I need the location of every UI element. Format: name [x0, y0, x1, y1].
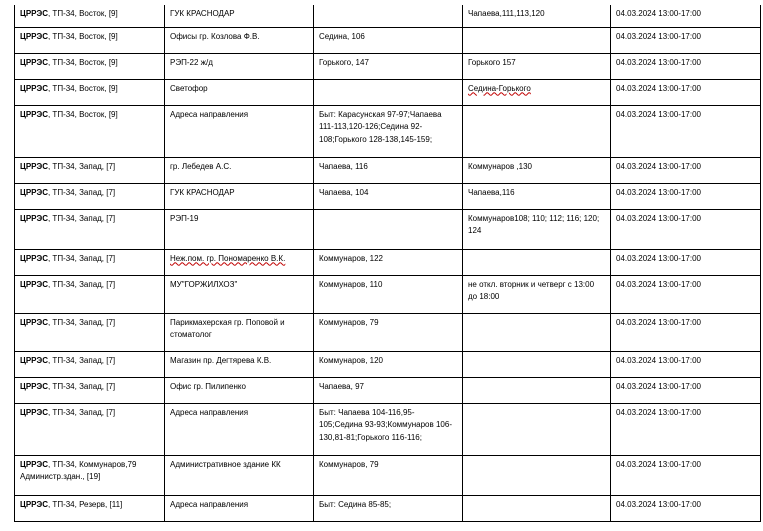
- cell-time: 04.03.2024 13:00-17:00: [611, 495, 761, 521]
- cell-time: 04.03.2024 13:00-17:00: [611, 249, 761, 275]
- cell-address: Коммунаров, 79: [314, 313, 463, 351]
- cell-time: 04.03.2024 13:00-17:00: [611, 105, 761, 157]
- table-row: [15, 351, 761, 377]
- cell-time: 04.03.2024 13:00-17:00: [611, 157, 761, 183]
- cell-consumer: ГУК КРАСНОДАР: [165, 5, 314, 27]
- cell-note: [463, 351, 611, 377]
- cell-feeder: ЦРРЭС, ТП-34, Запад, [7]: [15, 157, 165, 183]
- cell-note: Горького 157: [463, 53, 611, 79]
- cell-address: Коммунаров, 122: [314, 249, 463, 275]
- cell-time: 04.03.2024 13:00-17:00: [611, 53, 761, 79]
- cell-feeder: ЦРРЭС, ТП-34, Восток, [9]: [15, 27, 165, 53]
- cell-note: [463, 105, 611, 157]
- cell-feeder: ЦРРЭС, ТП-34, Запад, [7]: [15, 403, 165, 455]
- cell-note: Чапаева,111,113,120: [463, 5, 611, 27]
- table-row: [15, 79, 761, 105]
- outage-table: [14, 5, 761, 522]
- cell-time: 04.03.2024 13:00-17:00: [611, 313, 761, 351]
- cell-consumer: Адреса направления: [165, 403, 314, 455]
- cell-note: [463, 495, 611, 521]
- cell-feeder: ЦРРЭС, ТП-34, Запад, [7]: [15, 351, 165, 377]
- table-row: [15, 209, 761, 249]
- cell-time: 04.03.2024 13:00-17:00: [611, 275, 761, 313]
- cell-feeder: ЦРРЭС, ТП-34, Восток, [9]: [15, 105, 165, 157]
- cell-address: Быт: Карасунская 97-97;Чапаева 111-113,120-126;Седина 92-108;Горького 128-138,145-159;: [314, 105, 463, 157]
- cell-note: Коммунаров ,130: [463, 157, 611, 183]
- cell-note: Чапаева,116: [463, 183, 611, 209]
- cell-address: Коммунаров, 120: [314, 351, 463, 377]
- cell-feeder: ЦРРЭС, ТП-34, Восток, [9]: [15, 79, 165, 105]
- cell-consumer: гр. Лебедев А.С.: [165, 157, 314, 183]
- cell-note: [463, 249, 611, 275]
- cell-consumer: Адреса направления: [165, 495, 314, 521]
- table-row: [15, 495, 761, 521]
- cell-address: Быт: Седина 85-85;: [314, 495, 463, 521]
- cell-time: 04.03.2024 13:00-17:00: [611, 403, 761, 455]
- table-row: [15, 249, 761, 275]
- cell-note: не откл. вторник и четверг с 13:00 до 18:00: [463, 275, 611, 313]
- cell-feeder: ЦРРЭС, ТП-34, Запад, [7]: [15, 249, 165, 275]
- cell-time: 04.03.2024 13:00-17:00: [611, 455, 761, 495]
- cell-time: 04.03.2024 13:00-17:00: [611, 79, 761, 105]
- cell-feeder: ЦРРЭС, ТП-34, Восток, [9]: [15, 5, 165, 27]
- cell-note: Седина-Горького: [463, 79, 611, 105]
- cell-consumer: ГУК КРАСНОДАР: [165, 183, 314, 209]
- cell-feeder: ЦРРЭС, ТП-34, Восток, [9]: [15, 53, 165, 79]
- table-row: [15, 183, 761, 209]
- cell-address: [314, 79, 463, 105]
- table-row: [15, 403, 761, 455]
- cell-consumer: Офис гр. Пилипенко: [165, 377, 314, 403]
- cell-consumer: РЭП-19: [165, 209, 314, 249]
- cell-address: Быт: Чапаева 104-116,95-105;Седина 93-93;Коммунаров 106-130,81-81;Горького 116-116;: [314, 403, 463, 455]
- table-row: [15, 275, 761, 313]
- cell-feeder: ЦРРЭС, ТП-34, Запад, [7]: [15, 313, 165, 351]
- cell-address: [314, 5, 463, 27]
- cell-note: [463, 455, 611, 495]
- cell-consumer: Светофор: [165, 79, 314, 105]
- cell-note: [463, 403, 611, 455]
- cell-note: [463, 27, 611, 53]
- cell-consumer: Парикмахерская гр. Поповой и стоматолог: [165, 313, 314, 351]
- table-row: [15, 27, 761, 53]
- cell-address: Чапаева, 116: [314, 157, 463, 183]
- table-row: [15, 377, 761, 403]
- table-row: [15, 455, 761, 495]
- cell-time: 04.03.2024 13:00-17:00: [611, 377, 761, 403]
- cell-address: Коммунаров, 79: [314, 455, 463, 495]
- cell-consumer: Административное здание КК: [165, 455, 314, 495]
- cell-address: Чапаева, 97: [314, 377, 463, 403]
- cell-note: [463, 377, 611, 403]
- cell-feeder: ЦРРЭС, ТП-34, Запад, [7]: [15, 209, 165, 249]
- cell-time: 04.03.2024 13:00-17:00: [611, 27, 761, 53]
- cell-address: [314, 209, 463, 249]
- cell-consumer: Адреса направления: [165, 105, 314, 157]
- cell-note: [463, 313, 611, 351]
- cell-feeder: ЦРРЭС, ТП-34, Запад, [7]: [15, 183, 165, 209]
- cell-consumer: РЭП-22 ж/д: [165, 53, 314, 79]
- cell-consumer: Офисы гр. Козлова Ф.В.: [165, 27, 314, 53]
- cell-consumer: Неж.пом. гр. Пономаренко В.К.: [165, 249, 314, 275]
- cell-time: 04.03.2024 13:00-17:00: [611, 183, 761, 209]
- table-row: [15, 5, 761, 27]
- cell-feeder: ЦРРЭС, ТП-34, Запад, [7]: [15, 377, 165, 403]
- table-row: [15, 53, 761, 79]
- cell-time: 04.03.2024 13:00-17:00: [611, 351, 761, 377]
- cell-feeder: ЦРРЭС, ТП-34, Коммунаров,79 Администр.здан., [19]: [15, 455, 165, 495]
- cell-feeder: ЦРРЭС, ТП-34, Запад, [7]: [15, 275, 165, 313]
- cell-consumer: МУ"ГОРЖИЛХОЗ": [165, 275, 314, 313]
- table-row: [15, 313, 761, 351]
- cell-consumer: Магазин пр. Дегтярева К.В.: [165, 351, 314, 377]
- cell-address: Чапаева, 104: [314, 183, 463, 209]
- table-row: [15, 157, 761, 183]
- cell-feeder: ЦРРЭС, ТП-34, Резерв, [11]: [15, 495, 165, 521]
- table-row: [15, 105, 761, 157]
- cell-time: 04.03.2024 13:00-17:00: [611, 209, 761, 249]
- cell-time: 04.03.2024 13:00-17:00: [611, 5, 761, 27]
- cell-note: Коммунаров108; 110; 112; 116; 120; 124: [463, 209, 611, 249]
- cell-address: Горького, 147: [314, 53, 463, 79]
- cell-address: Седина, 106: [314, 27, 463, 53]
- cell-address: Коммунаров, 110: [314, 275, 463, 313]
